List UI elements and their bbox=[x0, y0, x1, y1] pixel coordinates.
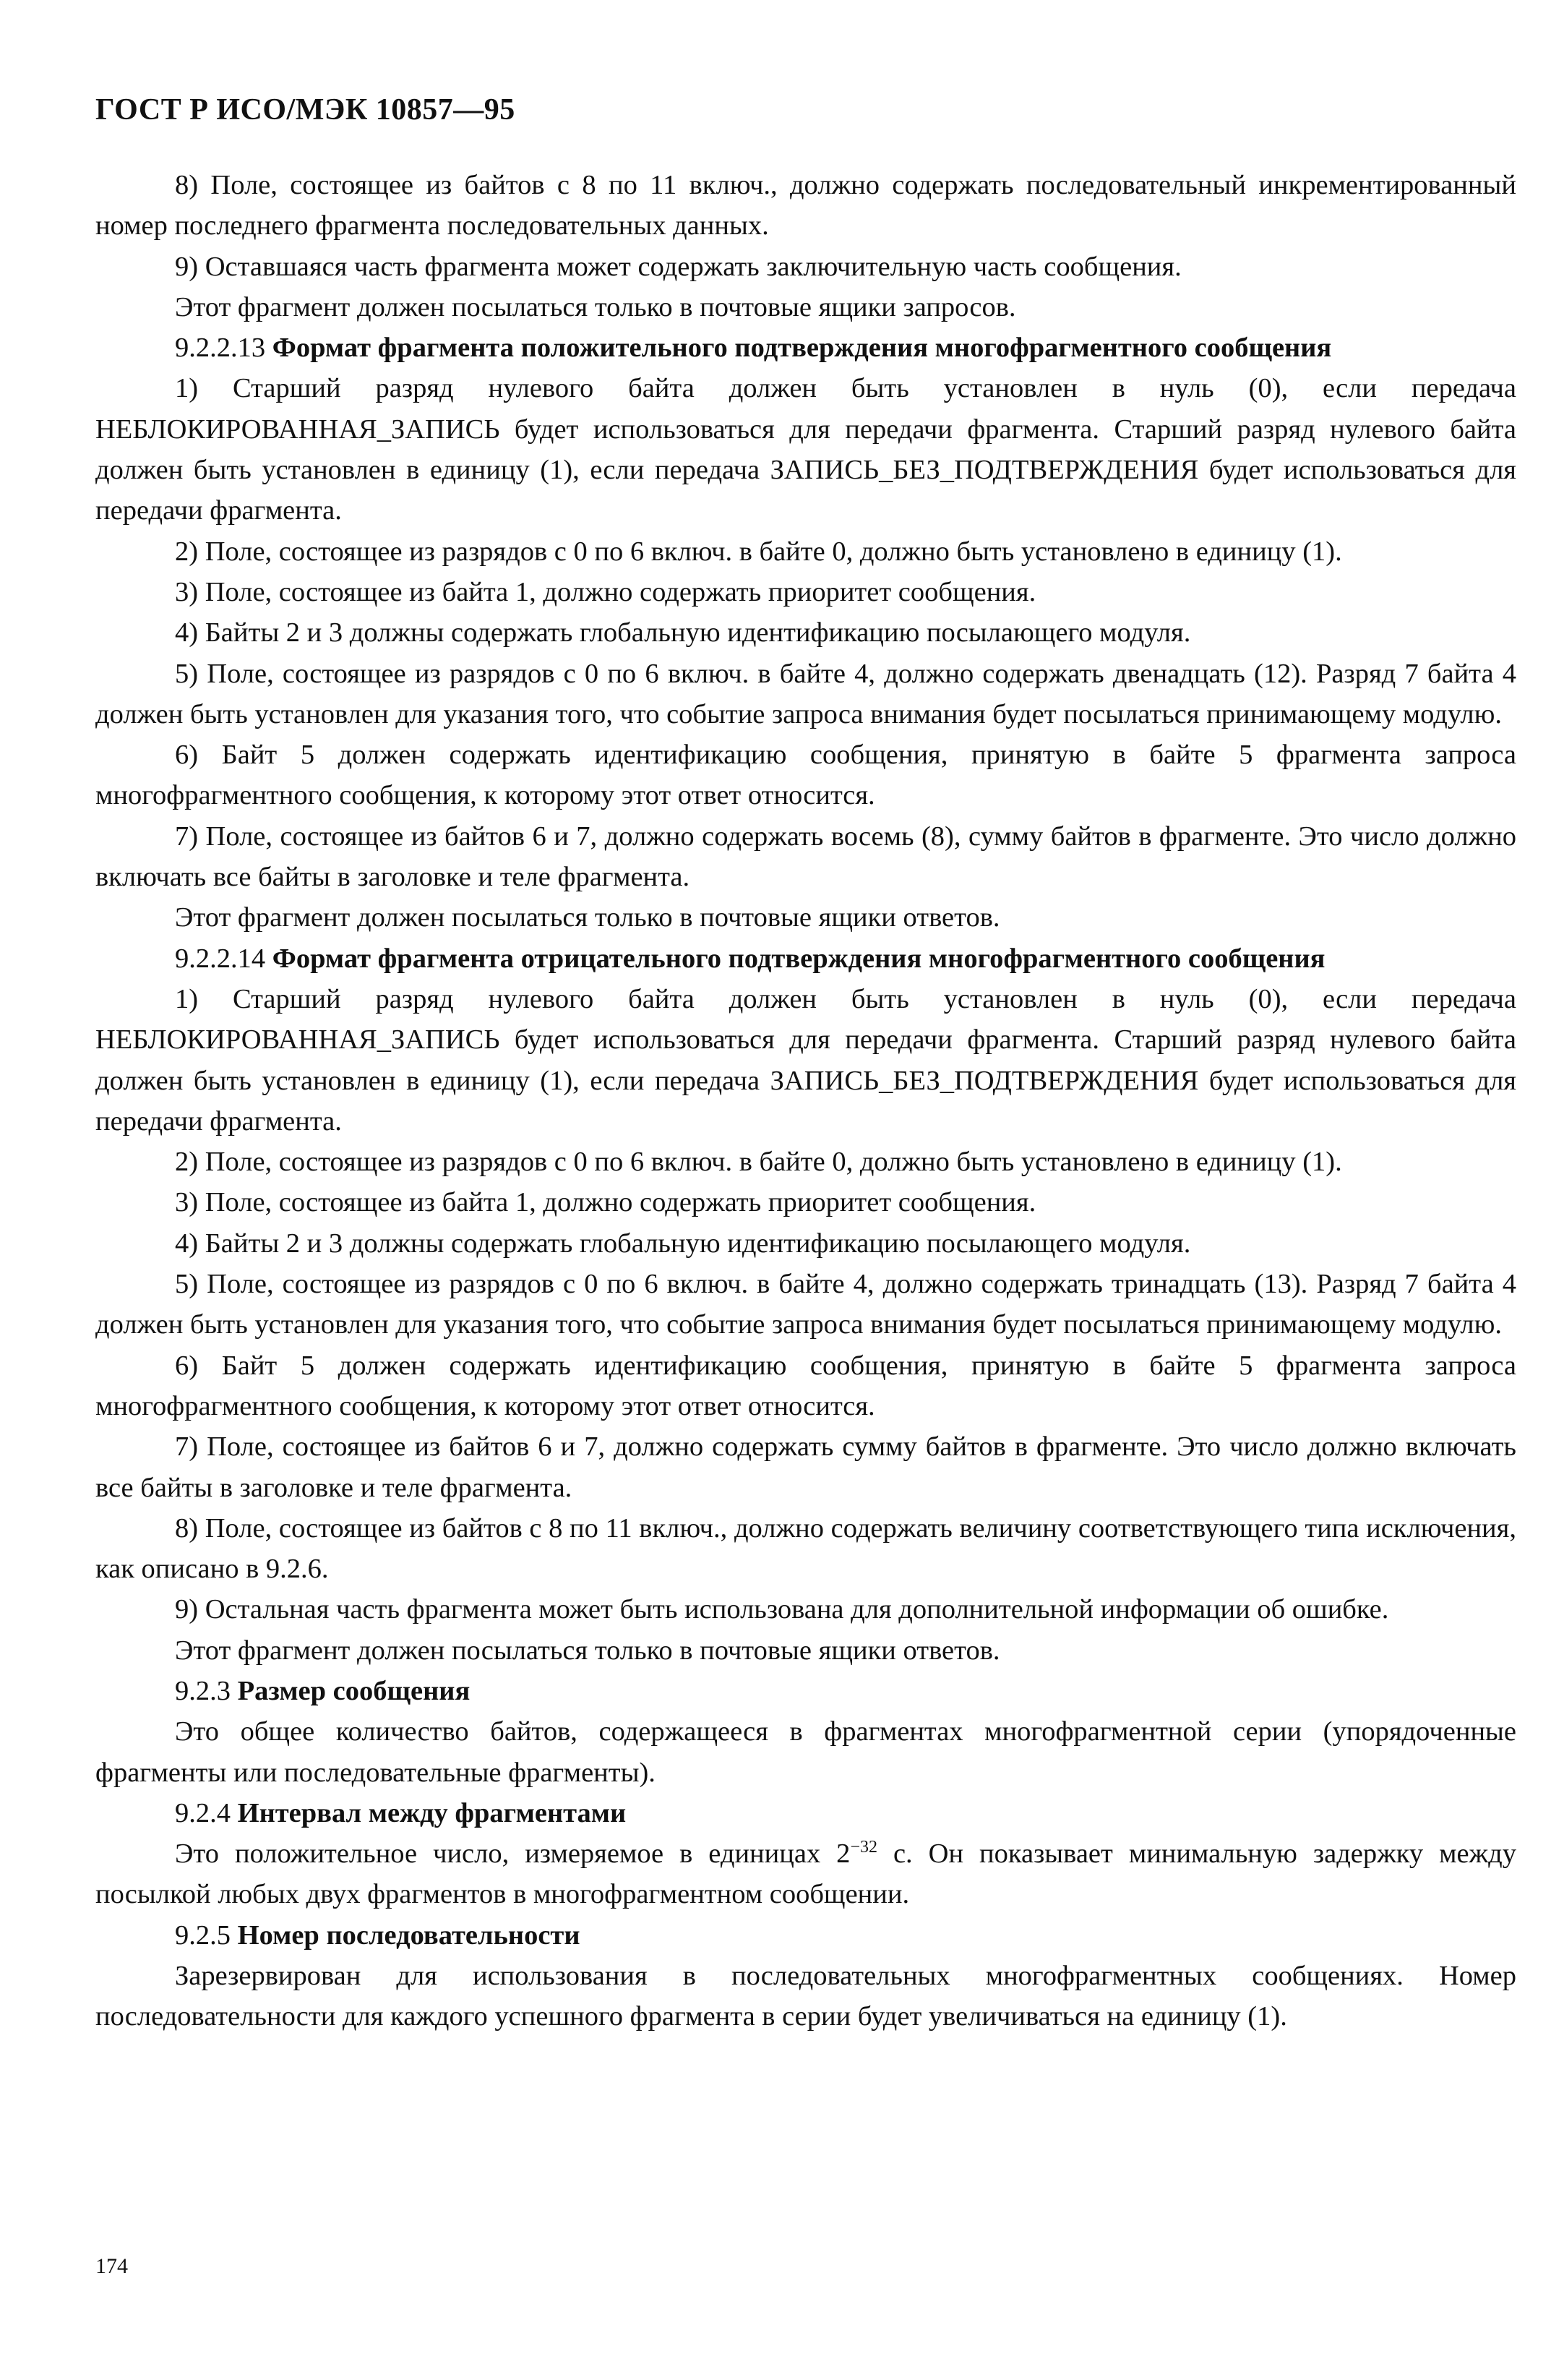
section-number: 9.2.2.13 bbox=[175, 333, 266, 364]
paragraph: 7) Поле, состоящее из байтов 6 и 7, должно содержать сумму байтов в фрагменте. Это число должно включать все байты в заголовке и теле фрагмента. bbox=[95, 1431, 1516, 1503]
section-number: 9.2.5 bbox=[175, 1919, 231, 1951]
paragraph: 3) Поле, состоящее из байта 1, должно содержать приоритет сообщения. bbox=[175, 576, 1036, 607]
paragraph: 8) Поле, состоящее из байтов с 8 по 11 включ., должно содержать величину соответствующего типа исключения, как описано в 9.2.6. bbox=[95, 1512, 1516, 1585]
paragraph: 4) Байты 2 и 3 должны содержать глобальную идентификацию посылающего модуля. bbox=[175, 617, 1191, 648]
paragraph: Этот фрагмент должен посылаться только в почтовые ящики запросов. bbox=[175, 291, 1016, 322]
section-heading bbox=[95, 938, 1516, 979]
paragraph: 5) Поле, состоящее из разрядов с 0 по 6 включ. в байте 4, должно содержать тринадцать (13). Разряд 7 байта 4 должен быть установлен для указания того, что событие запроса внимания будет посылаться принимающему модулю. bbox=[95, 1269, 1516, 1340]
section-number: 9.2.3 bbox=[175, 1675, 231, 1706]
paragraph: 6) Байт 5 должен содержать идентификацию сообщения, принятую в байте 5 фрагмента запроса многофрагментного сообщения, к которому этот ответ относится. bbox=[95, 740, 1516, 811]
paragraph: 2) Поле, состоящее из разрядов с 0 по 6 включ. в байте 0, должно быть установлено в единицу (1). bbox=[175, 536, 1342, 567]
section-title: Номер последовательности bbox=[237, 1919, 580, 1951]
section-heading bbox=[95, 1793, 1516, 1833]
document-header: ГОСТ Р ИСО/МЭК 10857—95 bbox=[95, 93, 515, 127]
paragraph: 2) Поле, состоящее из разрядов с 0 по 6 включ. в байте 0, должно быть установлено в единицу (1). bbox=[175, 1147, 1342, 1178]
paragraph: Этот фрагмент должен посылаться только в почтовые ящики ответов. bbox=[175, 902, 1000, 933]
section-title: Интервал между фрагментами bbox=[237, 1797, 627, 1828]
paragraph-text: Это положительное число, измеряемое в единицах 2 bbox=[175, 1838, 851, 1870]
paragraph: 1) Старший разряд нулевого байта должен быть установлен в нуль (0), если передача НЕБЛОКИРОВАННАЯ_ЗАПИСЬ будет использоваться для передачи фрагмента. Старший разряд нулевого байта должен быть установлен в единицу (1), если передача ЗАПИСЬ_БЕЗ_ПОДТВЕРЖДЕНИЯ будет использоваться для передачи фрагмента. bbox=[95, 373, 1516, 526]
paragraph: 6) Байт 5 должен содержать идентификацию сообщения, принятую в байте 5 фрагмента запроса многофрагментного сообщения, к которому этот ответ относится. bbox=[95, 1350, 1516, 1421]
paragraph: 9) Остальная часть фрагмента может быть использована для дополнительной информации об ошибке. bbox=[175, 1594, 1389, 1625]
paragraph: 9) Оставшаяся часть фрагмента может содержать заключительную часть сообщения. bbox=[175, 251, 1182, 282]
section-number: 9.2.4 bbox=[175, 1797, 231, 1828]
document-body bbox=[95, 165, 1516, 2037]
section-title: Размер сообщения bbox=[237, 1675, 471, 1706]
paragraph: Этот фрагмент должен посылаться только в почтовые ящики ответов. bbox=[175, 1635, 1000, 1666]
section-title: Формат фрагмента положительного подтверждения многофрагментного сообщения bbox=[272, 333, 1332, 364]
page-number: 174 bbox=[95, 2254, 128, 2278]
section-title: Формат фрагмента отрицательного подтверждения многофрагментного сообщения bbox=[272, 943, 1326, 974]
paragraph: Зарезервирован для использования в последовательных многофрагментных сообщениях. Номер последовательности для каждого успешного фрагмента в серии будет увеличиваться на единицу (1). bbox=[95, 1961, 1516, 2032]
paragraph: 3) Поле, состоящее из байта 1, должно содержать приоритет сообщения. bbox=[175, 1187, 1036, 1218]
section-heading bbox=[95, 1915, 1516, 1956]
paragraph: 5) Поле, состоящее из разрядов с 0 по 6 включ. в байте 4, должно содержать двенадцать (12). Разряд 7 байта 4 должен быть установлен для указания того, что событие запроса внимания будет посылаться принимающему модулю. bbox=[95, 658, 1516, 729]
section-heading bbox=[95, 328, 1516, 368]
paragraph: Это общее количество байтов, содержащееся в фрагментах многофрагментной серии (упорядоченные фрагменты или последовательные фрагменты). bbox=[95, 1716, 1516, 1788]
paragraph: 4) Байты 2 и 3 должны содержать глобальную идентификацию посылающего модуля. bbox=[175, 1228, 1191, 1259]
section-heading bbox=[95, 1671, 1516, 1711]
paragraph: 7) Поле, состоящее из байтов 6 и 7, должно содержать восемь (8), сумму байтов в фрагменте. Это число должно включать все байты в заголовке и теле фрагмента. bbox=[95, 821, 1516, 893]
paragraph bbox=[95, 1833, 1516, 1915]
section-number: 9.2.2.14 bbox=[175, 943, 266, 974]
paragraph: 8) Поле, состоящее из байтов с 8 по 11 включ., должно содержать последовательный инкрементированный номер последнего фрагмента последовательных данных. bbox=[95, 170, 1516, 241]
exponent: −32 bbox=[850, 1838, 877, 1857]
paragraph: 1) Старший разряд нулевого байта должен быть установлен в нуль (0), если передача НЕБЛОКИРОВАННАЯ_ЗАПИСЬ будет использоваться для передачи фрагмента. Старший разряд нулевого байта должен быть установлен в единицу (1), если передача ЗАПИСЬ_БЕЗ_ПОДТВЕРЖДЕНИЯ будет использоваться для передачи фрагмента. bbox=[95, 983, 1516, 1137]
paragraph-text: с. Он показывает минимальную задержку между посылкой любых двух фрагментов в многофрагментном сообщении. bbox=[95, 1838, 1516, 1910]
